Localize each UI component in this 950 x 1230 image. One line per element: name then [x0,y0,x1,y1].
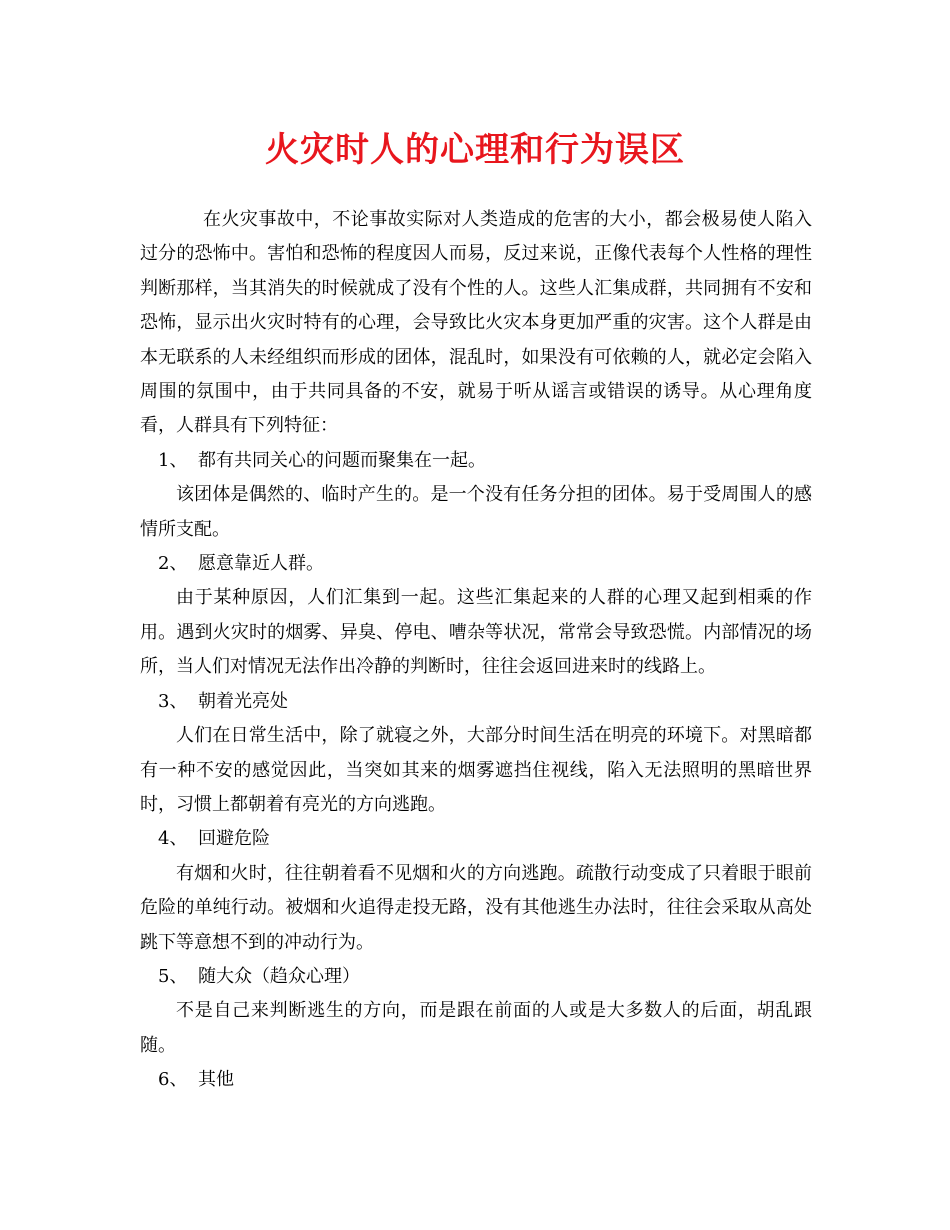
list-item-paragraph: 人们在日常生活中，除了就寝之外，大部分时间生活在明亮的环境下。对黑暗都有一种不安的感觉因此，当突如其来的烟雾遮挡住视线，陷入无法照明的黑暗世界时，习惯上都朝着有亮光的方向逃跑。 [140,725,812,815]
list-item-number: 3、 [158,690,188,712]
intro-paragraph: 在火灾事故中，不论事故实际对人类造成的危害的大小，都会极易使人陷入过分的恐怖中。害怕和恐怖的程度因人而易，反过来说，正像代表每个人性格的理性判断那样，当其消失的时候就成了没有个性的人。这些人汇集成群，共同拥有不安和恐怖，显示出火灾时特有的心理，会导致比火灾本身更加严重的灾害。这个人群是由本无联系的人未经组织而形成的团体，混乱时，如果没有可依赖的人，就必定会陷入周围的氛围中，由于共同具备的不安，就易于听从谣言或错误的诱导。从心理角度看，人群具有下列特征： [140,209,812,437]
list-item-heading [140,1063,812,1097]
list-item-heading [140,685,812,719]
list-item-heading [140,547,812,581]
list-item-number: 2、 [158,553,188,575]
list-item-heading-text: 都有共同关心的问题而聚集在一起。 [198,449,486,471]
document-body [140,203,812,1098]
list-item-number: 1、 [158,449,188,471]
list-item-number: 4、 [158,828,188,850]
list-item-paragraph: 由于某种原因，人们汇集到一起。这些汇集起来的人群的心理又起到相乘的作用。遇到火灾时的烟雾、异臭、停电、嘈杂等状况，常常会导致恐慌。内部情况的场所，当人们对情况无法作出冷静的判断时，往往会返回进来时的线路上。 [140,587,812,678]
list-item-paragraph: 有烟和火时，往往朝着看不见烟和火的方向逃跑。疏散行动变成了只着眼于眼前危险的单纯行动。被烟和火追得走投无路，没有其他逃生办法时，往往会采取从高处跳下等意想不到的冲动行为。 [140,862,812,953]
list-item-number: 5、 [158,965,188,987]
document-title: 火灾时人的心理和行为误区 [265,130,685,170]
list-item-heading [140,960,812,994]
list-item-heading-text: 愿意靠近人群。 [198,553,324,575]
list-item-heading-text: 朝着光亮处 [198,690,288,712]
list-item-number: 6、 [158,1069,188,1091]
list-item-heading-text: 随大众（趋众心理） [198,965,360,987]
list-item-paragraph: 该团体是偶然的、临时产生的。是一个没有任务分担的团体。易于受周围人的感情所支配。 [140,484,812,540]
list-item-heading [140,822,812,856]
list-item-heading-text: 回避危险 [198,828,270,850]
list-item-heading-text: 其他 [198,1069,234,1091]
list-item-heading [140,444,812,478]
list-item-paragraph: 不是自己来判断逃生的方向，而是跟在前面的人或是大多数人的后面，胡乱跟随。 [140,1000,812,1056]
